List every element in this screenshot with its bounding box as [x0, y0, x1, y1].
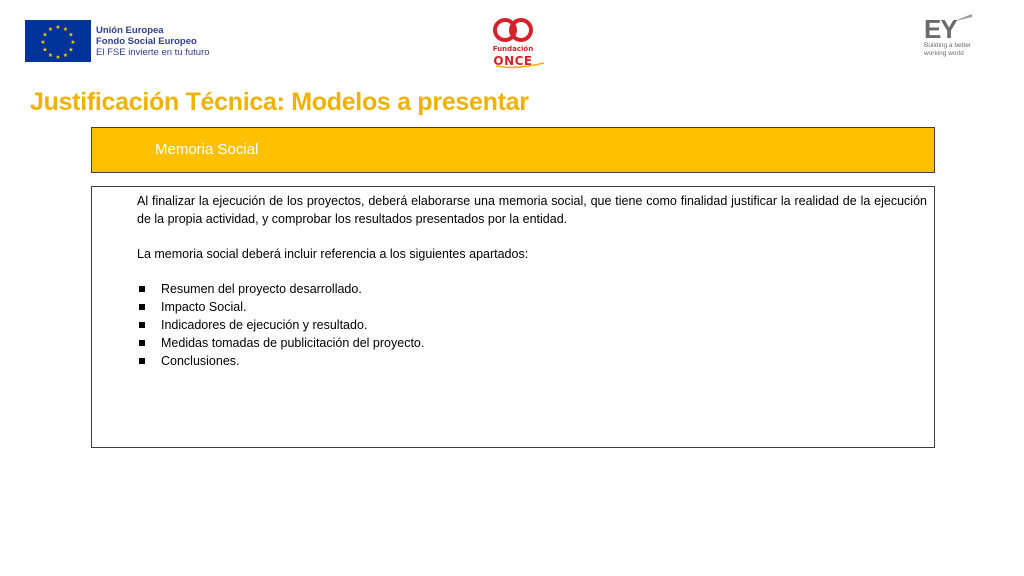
- ey-tagline-2: working world: [924, 50, 964, 57]
- requirements-list: [137, 280, 927, 370]
- ey-logo: [922, 14, 988, 60]
- svg-text:★: ★: [47, 52, 54, 59]
- svg-text:★: ★: [55, 54, 61, 61]
- eu-line-3: El FSE invierte en tu futuro: [96, 47, 210, 58]
- svg-text:★: ★: [40, 39, 46, 46]
- eu-line-2: Fondo Social Europeo: [96, 36, 197, 47]
- svg-text:★: ★: [70, 39, 76, 46]
- once-line-1: Fundación: [492, 45, 534, 53]
- once-swoosh-icon: [476, 60, 550, 70]
- svg-text:★: ★: [55, 24, 61, 31]
- list-item-text: Medidas tomadas de publicitación del proyecto.: [161, 336, 425, 350]
- slide-title: Justificación Técnica: Modelos a presentar: [30, 88, 529, 116]
- content-text: [137, 192, 927, 370]
- ey-letters: EY: [924, 14, 957, 44]
- list-item: [137, 334, 927, 352]
- list-item-text: Conclusiones.: [161, 354, 240, 368]
- list-item: [137, 352, 927, 370]
- square-bullet-icon: [139, 286, 145, 292]
- list-item: [137, 298, 927, 316]
- svg-text:★: ★: [62, 26, 69, 33]
- once-rings-icon: [476, 16, 550, 46]
- paragraph-intro: Al finalizar la ejecución de los proyectos, deberá elaborarse una memoria social, que tiene como finalidad justificar la realidad de la ejecución de la propia actividad, y comprobar los resultados presentados por la entidad.: [137, 194, 927, 226]
- square-bullet-icon: [139, 340, 145, 346]
- svg-text:★: ★: [68, 46, 74, 54]
- svg-text:★: ★: [47, 26, 54, 33]
- list-item: [137, 280, 927, 298]
- once-line-2: ONCE: [493, 54, 533, 68]
- list-item-text: Indicadores de ejecución y resultado.: [161, 318, 368, 332]
- square-bullet-icon: [139, 322, 145, 328]
- list-item-text: Resumen del proyecto desarrollado.: [161, 282, 362, 296]
- svg-text:★: ★: [62, 52, 69, 59]
- ey-tagline-1: Building a better: [924, 42, 971, 49]
- square-bullet-icon: [139, 358, 145, 364]
- eu-logo-text: [96, 25, 210, 58]
- svg-text:★: ★: [42, 46, 48, 54]
- list-item: [137, 316, 927, 334]
- paragraph-list-intro: La memoria social deberá incluir referencia a los siguientes apartados:: [137, 247, 529, 261]
- square-bullet-icon: [139, 304, 145, 310]
- svg-text:★: ★: [68, 31, 74, 39]
- section-banner: [91, 127, 935, 173]
- ey-tagline: [924, 42, 971, 58]
- content-box: [91, 186, 935, 448]
- section-label: Memoria Social: [155, 141, 259, 158]
- svg-text:★: ★: [42, 31, 48, 39]
- eu-fse-logo: [25, 20, 225, 62]
- eu-flag-icon: [25, 20, 91, 62]
- list-item-text: Impacto Social.: [161, 300, 247, 314]
- eu-line-1: Unión Europea: [96, 25, 164, 36]
- fundacion-once-logo: [476, 16, 550, 68]
